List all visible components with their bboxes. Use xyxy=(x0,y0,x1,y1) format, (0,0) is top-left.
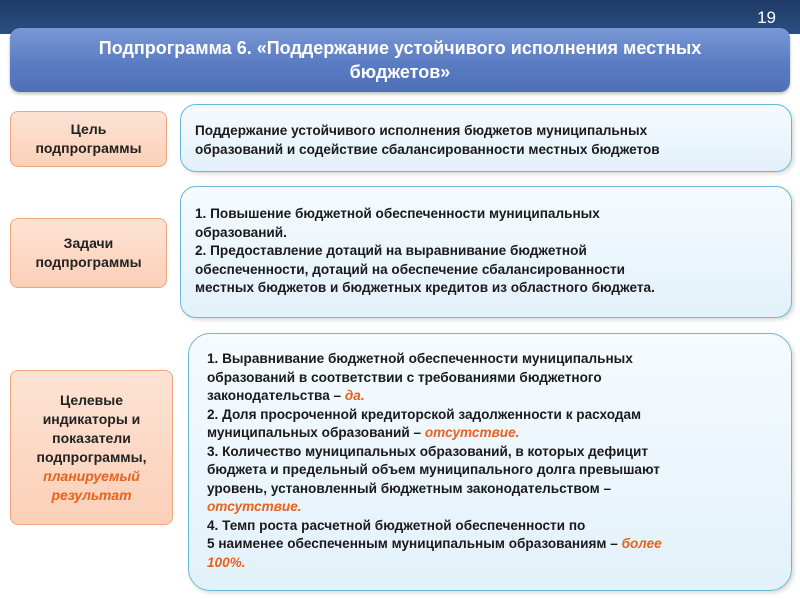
indicators-value-yes: да. xyxy=(344,388,365,403)
indicators-line-3-text: законодательства – xyxy=(207,388,345,403)
tasks-line-4: обеспеченности, дотаций на обеспечение сбалансированности xyxy=(195,261,625,277)
indicators-line-2: образований в соответствии с требованиями бюджетного xyxy=(207,369,602,385)
tasks-line-5: местных бюджетов и бюджетных кредитов из областного бюджета. xyxy=(195,280,655,295)
indicators-label-line-3: показатели xyxy=(52,429,131,446)
indicators-line-4: 2. Доля просроченной кредиторской задолженности к расходам xyxy=(207,406,642,422)
indicators-line-10: 4. Темп роста расчетной бюджетной обеспеченности по xyxy=(207,517,586,533)
page-number: 19 xyxy=(757,8,776,27)
indicators-value-absence-2: отсутствие. xyxy=(207,499,302,514)
tasks-label-box xyxy=(10,218,167,288)
goal-content-box xyxy=(180,104,792,172)
indicators-value-percent: 100%. xyxy=(207,554,246,570)
indicators-line-11-text: 5 наименее обеспеченным муниципальным образованиям – xyxy=(207,536,622,551)
indicators-label-highlight-2: результат xyxy=(51,486,132,503)
indicators-label-line-1: Целевые xyxy=(59,391,124,408)
tasks-content-box xyxy=(180,186,792,318)
goal-label-box xyxy=(10,111,167,167)
indicators-line-5 xyxy=(207,424,791,443)
tasks-label-line-1: Задачи xyxy=(63,235,114,251)
indicators-line-3 xyxy=(207,387,791,406)
goal-label-line-2: подпрограммы xyxy=(35,140,142,156)
indicators-value-more: более xyxy=(621,536,662,551)
indicators-line-7: бюджета и предельный объем муниципального долга превышают xyxy=(207,462,660,477)
indicators-label-line-4: подпрограммы, xyxy=(36,448,147,465)
indicators-line-8: уровень, установленный бюджетным законодательством – xyxy=(207,480,612,496)
page-title xyxy=(30,36,770,84)
title-line-1: Подпрограмма 6. «Поддержание устойчивого исполнения местных xyxy=(98,38,702,58)
indicators-line-5-text: муниципальных образований – xyxy=(207,425,425,440)
goal-text-line-1: Поддержание устойчивого исполнения бюджетов муниципальных xyxy=(195,123,648,138)
indicators-label-line-2: индикаторы и xyxy=(42,410,141,427)
goal-text-line-2: образований и содействие сбалансированности местных бюджетов xyxy=(195,141,660,157)
indicators-line-1: 1. Выравнивание бюджетной обеспеченности муниципальных xyxy=(207,351,633,366)
indicators-label-box xyxy=(10,370,173,525)
tasks-line-2: образований. xyxy=(195,224,287,240)
tasks-line-3: 2. Предоставление дотаций на выравнивание бюджетной xyxy=(195,243,587,258)
tasks-line-1: 1. Повышение бюджетной обеспеченности муниципальных xyxy=(195,206,600,221)
title-banner xyxy=(10,28,790,92)
indicators-content-box xyxy=(188,333,792,591)
indicators-value-absence-1: отсутствие. xyxy=(424,425,520,440)
indicators-label-highlight-1: планируемый xyxy=(43,467,140,484)
goal-label-line-1: Цель xyxy=(70,121,107,137)
tasks-label-line-2: подпрограммы xyxy=(35,254,142,270)
indicators-line-6: 3. Количество муниципальных образований, в которых дефицит xyxy=(207,443,648,459)
title-line-2: бюджетов» xyxy=(349,62,451,82)
indicators-line-11 xyxy=(207,535,791,554)
